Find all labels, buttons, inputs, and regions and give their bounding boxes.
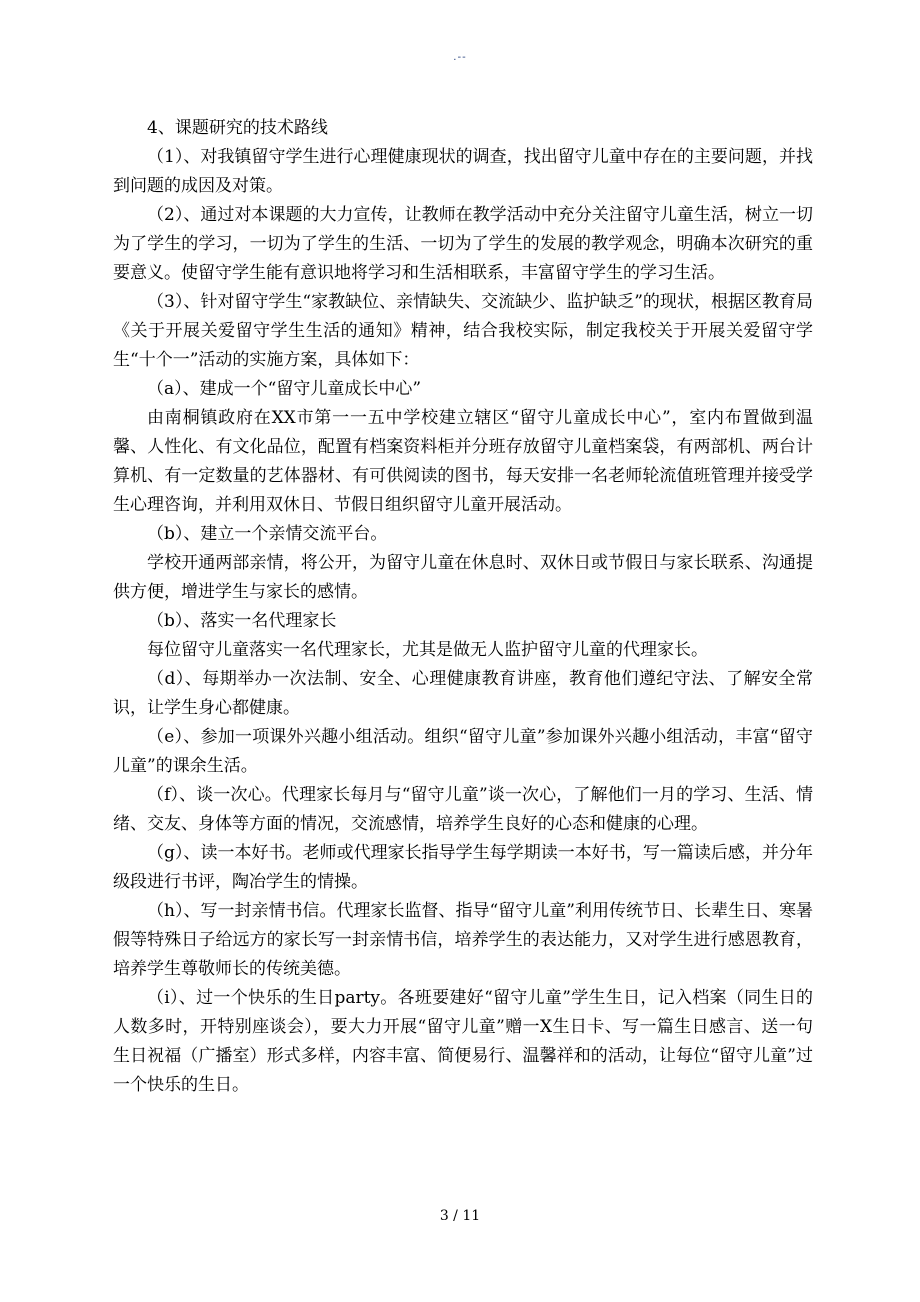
paragraph: （d）、每期举办一次法制、安全、心理健康教育讲座，教育他们遵纪守法、了解安全常识，让学生身心都健康。 (113, 669, 813, 718)
document-body (113, 114, 813, 1100)
paragraph: 学校开通两部亲情，将公开，为留守儿童在休息时、双休日或节假日与家长联系、沟通提供方便，增进学生与家长的感情。 (113, 553, 813, 602)
paragraph: （e）、参加一项课外兴趣小组活动。组织“留守儿童”参加课外兴趣小组活动，丰富“留守儿童”的课余生活。 (113, 727, 813, 776)
page-number: 3 / 11 (439, 1208, 481, 1224)
paragraph: （i）、过一个快乐的生日party。各班要建好“留守儿童”学生生日，记入档案（同生日的人数多时，开特别座谈会），要大力开展“留守儿童”赠一X生日卡、写一篇生日感言、送一句生日祝福（广播室）形式多样，内容丰富、简便易行、温馨祥和的活动，让每位“留守儿童”过一个快乐的生日。 (113, 988, 813, 1095)
paragraph: （h）、写一封亲情书信。代理家长监督、指导“留守儿童”利用传统节日、长辈生日、寒暑假等特殊日子给远方的家长写一封亲情书信，培养学生的表达能力，又对学生进行感恩教育，培养学生尊敬师长的传统美德。 (113, 901, 813, 979)
paragraph: （3）、针对留守学生“家教缺位、亲情缺失、交流缺少、监护缺乏”的现状，根据区教育局《关于开展关爱留守学生生活的通知》精神，结合我校实际，制定我校关于开展关爱留守学生“十个一”活动的实施方案，具体如下： (113, 292, 813, 370)
paragraph: （g）、读一本好书。老师或代理家长指导学生每学期读一本好书，写一篇读后感，并分年级段进行书评，陶冶学生的情操。 (113, 843, 813, 892)
paragraph: （a）、建成一个“留守儿童成长中心” (147, 379, 422, 399)
paragraph: （2）、通过对本课题的大力宣传，让教师在教学活动中充分关注留守儿童生活，树立一切为了学生的学习，一切为了学生的生活、一切为了学生的发展的教学观念，明确本次研究的重要意义。使留守学生能有意识地将学习和生活相联系，丰富留守学生的学习生活。 (113, 205, 813, 283)
section-heading: 4、课题研究的技术路线 (147, 118, 328, 138)
paragraph: 由南桐镇政府在XX市第一一五中学校建立辖区“留守儿童成长中心”，室内布置做到温馨、人性化、有文化品位，配置有档案资料柜并分班存放留守儿童档案袋，有两部机、两台计算机、有一定数量的艺体器材、有可供阅读的图书，每天安排一名老师轮流值班管理并接受学生心理咨询，并利用双休日、节假日组织留守儿童开展活动。 (113, 408, 813, 515)
header-mark: .-- (453, 52, 467, 63)
paragraph: （b）、落实一名代理家长 (147, 611, 337, 631)
paragraph: （1）、对我镇留守学生进行心理健康现状的调查，找出留守儿童中存在的主要问题，并找到问题的成因及对策。 (113, 147, 813, 196)
paragraph: （b）、建立一个亲情交流平台。 (147, 524, 388, 544)
paragraph: （f）、谈一次心。代理家长每月与“留守儿童”谈一次心，了解他们一月的学习、生活、情绪、交友、身体等方面的情况，交流感情，培养学生良好的心态和健康的心理。 (113, 785, 813, 834)
paragraph: 每位留守儿童落实一名代理家长，尤其是做无人监护留守儿童的代理家长。 (147, 640, 708, 660)
